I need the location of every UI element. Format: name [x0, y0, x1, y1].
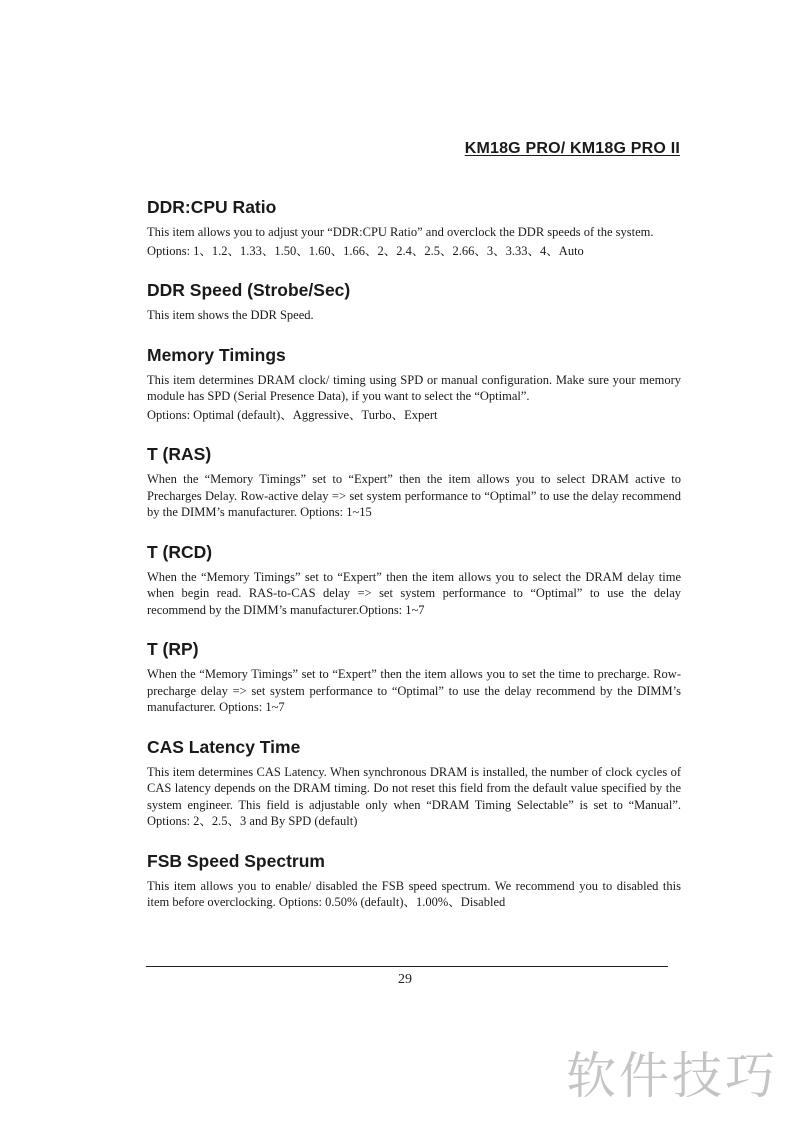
- section-heading: Memory Timings: [147, 344, 286, 365]
- section-heading: DDR Speed (Strobe/Sec): [147, 280, 351, 300]
- section-body: When the “Memory Timings” set to “Expert” then the item allows you to select the DRAM delay time when begin read. RAS-to-CAS delay => set system performance to “Optimal” to use the delay recommend by the DIMM’s manufacturer.Options: 1~7: [147, 569, 681, 617]
- section-options: Options: Optimal (default)、Aggressive、Turbo、Expert: [147, 407, 438, 422]
- section-memory-timings: [147, 344, 681, 424]
- section-heading: FSB Speed Spectrum: [147, 850, 325, 871]
- watermark: 软件技巧: [566, 1047, 778, 1105]
- page-header-title: KM18G PRO/ KM18G PRO II: [464, 140, 680, 157]
- section-body: This item determines CAS Latency. When synchronous DRAM is installed, the number of clock cycles of CAS latency depends on the DRAM timing. Do not reset this field from the default value specified by the system engineer. This field is adjustable only when “DRAM Timing Selectable” is set to “Manual”. Options: 2、2.5、3 and By SPD (default): [147, 764, 681, 828]
- section-body: This item allows you to enable/ disabled the FSB speed spectrum. We recommend you to disabled this item before overclocking. Options: 0.50% (default)、1.00%、Disabled: [147, 878, 681, 909]
- section-t-ras: [147, 443, 681, 521]
- section-t-rcd: [147, 541, 681, 619]
- section-heading: T (RCD): [147, 541, 213, 562]
- footer-divider: [146, 966, 668, 967]
- section-body: When the “Memory Timings” set to “Expert” then the item allows you to select DRAM active to Precharges Delay. Row-active delay => set system performance to “Optimal” to use the delay recommend by the DIMM’s manufacturer. Options: 1~15: [147, 472, 681, 519]
- section-ddr-cpu-ratio: [147, 196, 681, 259]
- section-heading: CAS Latency Time: [147, 736, 301, 757]
- section-body: This item shows the DDR Speed.: [147, 308, 314, 322]
- section-heading: DDR:CPU Ratio: [147, 197, 277, 217]
- section-options: Options: 1、1.2、1.33、1.50、1.60、1.66、2、2.4、2.5、2.66、3、3.33、4、Auto: [147, 243, 584, 258]
- section-cas-latency-time: [147, 736, 681, 830]
- section-heading: T (RP): [147, 639, 199, 659]
- section-ddr-speed: [147, 279, 681, 324]
- section-t-rp: [147, 638, 681, 716]
- section-fsb-speed-spectrum: [147, 850, 681, 911]
- section-body: This item allows you to adjust your “DDR:CPU Ratio” and overclock the DDR speeds of the system.: [147, 225, 654, 239]
- manual-content: [147, 196, 681, 931]
- section-body: When the “Memory Timings” set to “Expert” then the item allows you to set the time to precharge. Row-precharge delay => set system performance to “Optimal” to use the delay recommend by the DIMM’s manufacturer. Options: 1~7: [147, 667, 681, 714]
- section-body: This item determines DRAM clock/ timing using SPD or manual configuration. Make sure your memory module has SPD (Serial Presence Data), if you want to select the “Optimal”.: [147, 372, 681, 403]
- page-number: 29: [398, 972, 412, 987]
- section-heading: T (RAS): [147, 444, 212, 464]
